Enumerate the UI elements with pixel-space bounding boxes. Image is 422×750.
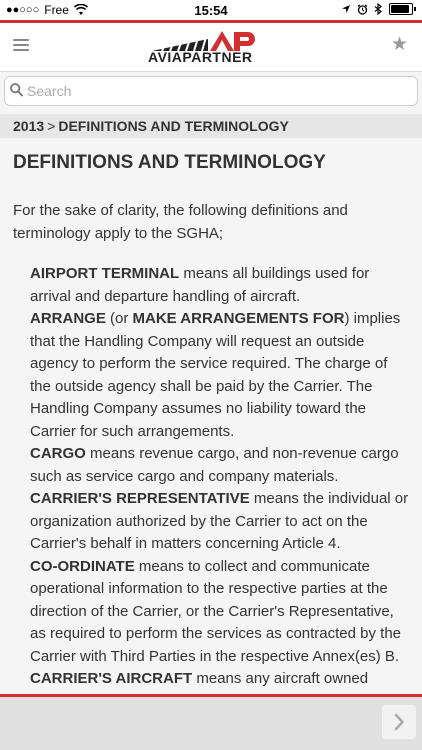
definition-text: means all buildings used for arrival and departure handling of aircraft. bbox=[30, 265, 370, 305]
signal-strength: ●●○○○ bbox=[6, 4, 40, 16]
definition-item bbox=[30, 556, 411, 669]
definition-item bbox=[30, 263, 411, 308]
definition-item bbox=[30, 443, 411, 488]
bottom-toolbar bbox=[0, 697, 422, 750]
definition-item bbox=[30, 668, 411, 691]
definition-text: ) implies that the Handling Company will request an outside agency to perform the service required. The charge of the outside agency shall be paid by the Carrier. The Handling Company assumes no liability toward the Carrier for such arrangements. bbox=[30, 310, 401, 440]
app-header bbox=[0, 23, 422, 72]
star-icon[interactable]: ★ bbox=[390, 34, 408, 55]
definition-connector: (or bbox=[105, 310, 133, 327]
definition-term: AIRPORT TERMINAL bbox=[30, 265, 180, 282]
status-time: 15:54 bbox=[194, 3, 228, 18]
bluetooth-icon bbox=[374, 3, 383, 15]
search-input[interactable] bbox=[4, 76, 418, 106]
definition-term: ARRANGE bbox=[30, 310, 106, 327]
definition-text: means any aircraft owned bbox=[192, 670, 369, 687]
search-icon bbox=[10, 83, 23, 97]
location-arrow-icon bbox=[341, 4, 351, 14]
status-right bbox=[341, 3, 416, 15]
breadcrumb bbox=[0, 114, 422, 138]
article-intro: For the sake of clarity, the following definitions and terminology apply to the SGHA; bbox=[13, 202, 348, 242]
definition-text: means to collect and communicate operational information to the respective parties at the direction of the Carrier, or the Carrier's Representative, as required to perform the services as contracted by the Carrier with Third Parties in the respective Annex(es) B. bbox=[30, 557, 402, 665]
chevron-right-icon bbox=[393, 713, 405, 731]
definition-item bbox=[30, 488, 411, 556]
article-content[interactable] bbox=[13, 150, 411, 695]
definition-term: CARRIER'S REPRESENTATIVE bbox=[30, 490, 250, 507]
battery-tip bbox=[414, 7, 416, 11]
definition-term: CARGO bbox=[30, 445, 86, 462]
alarm-clock-icon bbox=[357, 4, 368, 15]
definition-text: means the individual or organization authorized by the Carrier to act on the Carrier's behalf in matters concerning Article 4. bbox=[30, 490, 409, 552]
logo-text: AVIAPARTNER bbox=[148, 49, 253, 65]
breadcrumb-parent[interactable]: 2013 bbox=[13, 118, 45, 134]
hamburger-menu-icon[interactable] bbox=[13, 39, 29, 51]
definition-text: means revenue cargo, and non-revenue cargo such as service cargo and company materials. bbox=[30, 445, 399, 485]
breadcrumb-separator: > bbox=[47, 118, 56, 134]
battery-icon bbox=[389, 3, 413, 15]
definition-term-alt: MAKE ARRANGEMENTS FOR bbox=[132, 310, 345, 327]
status-bar bbox=[0, 0, 422, 20]
definition-list bbox=[13, 263, 411, 691]
aviapartner-logo bbox=[148, 29, 274, 67]
search-bar bbox=[4, 76, 418, 106]
carrier-name: Free bbox=[44, 3, 69, 17]
definition-term: CO-ORDINATE bbox=[30, 557, 135, 575]
page-title: DEFINITIONS AND TERMINOLOGY bbox=[13, 152, 326, 173]
definition-term: CARRIER'S AIRCRAFT bbox=[30, 670, 193, 687]
definition-item bbox=[30, 308, 411, 443]
next-page-button[interactable] bbox=[382, 705, 416, 739]
breadcrumb-current: DEFINITIONS AND TERMINOLOGY bbox=[58, 118, 289, 134]
